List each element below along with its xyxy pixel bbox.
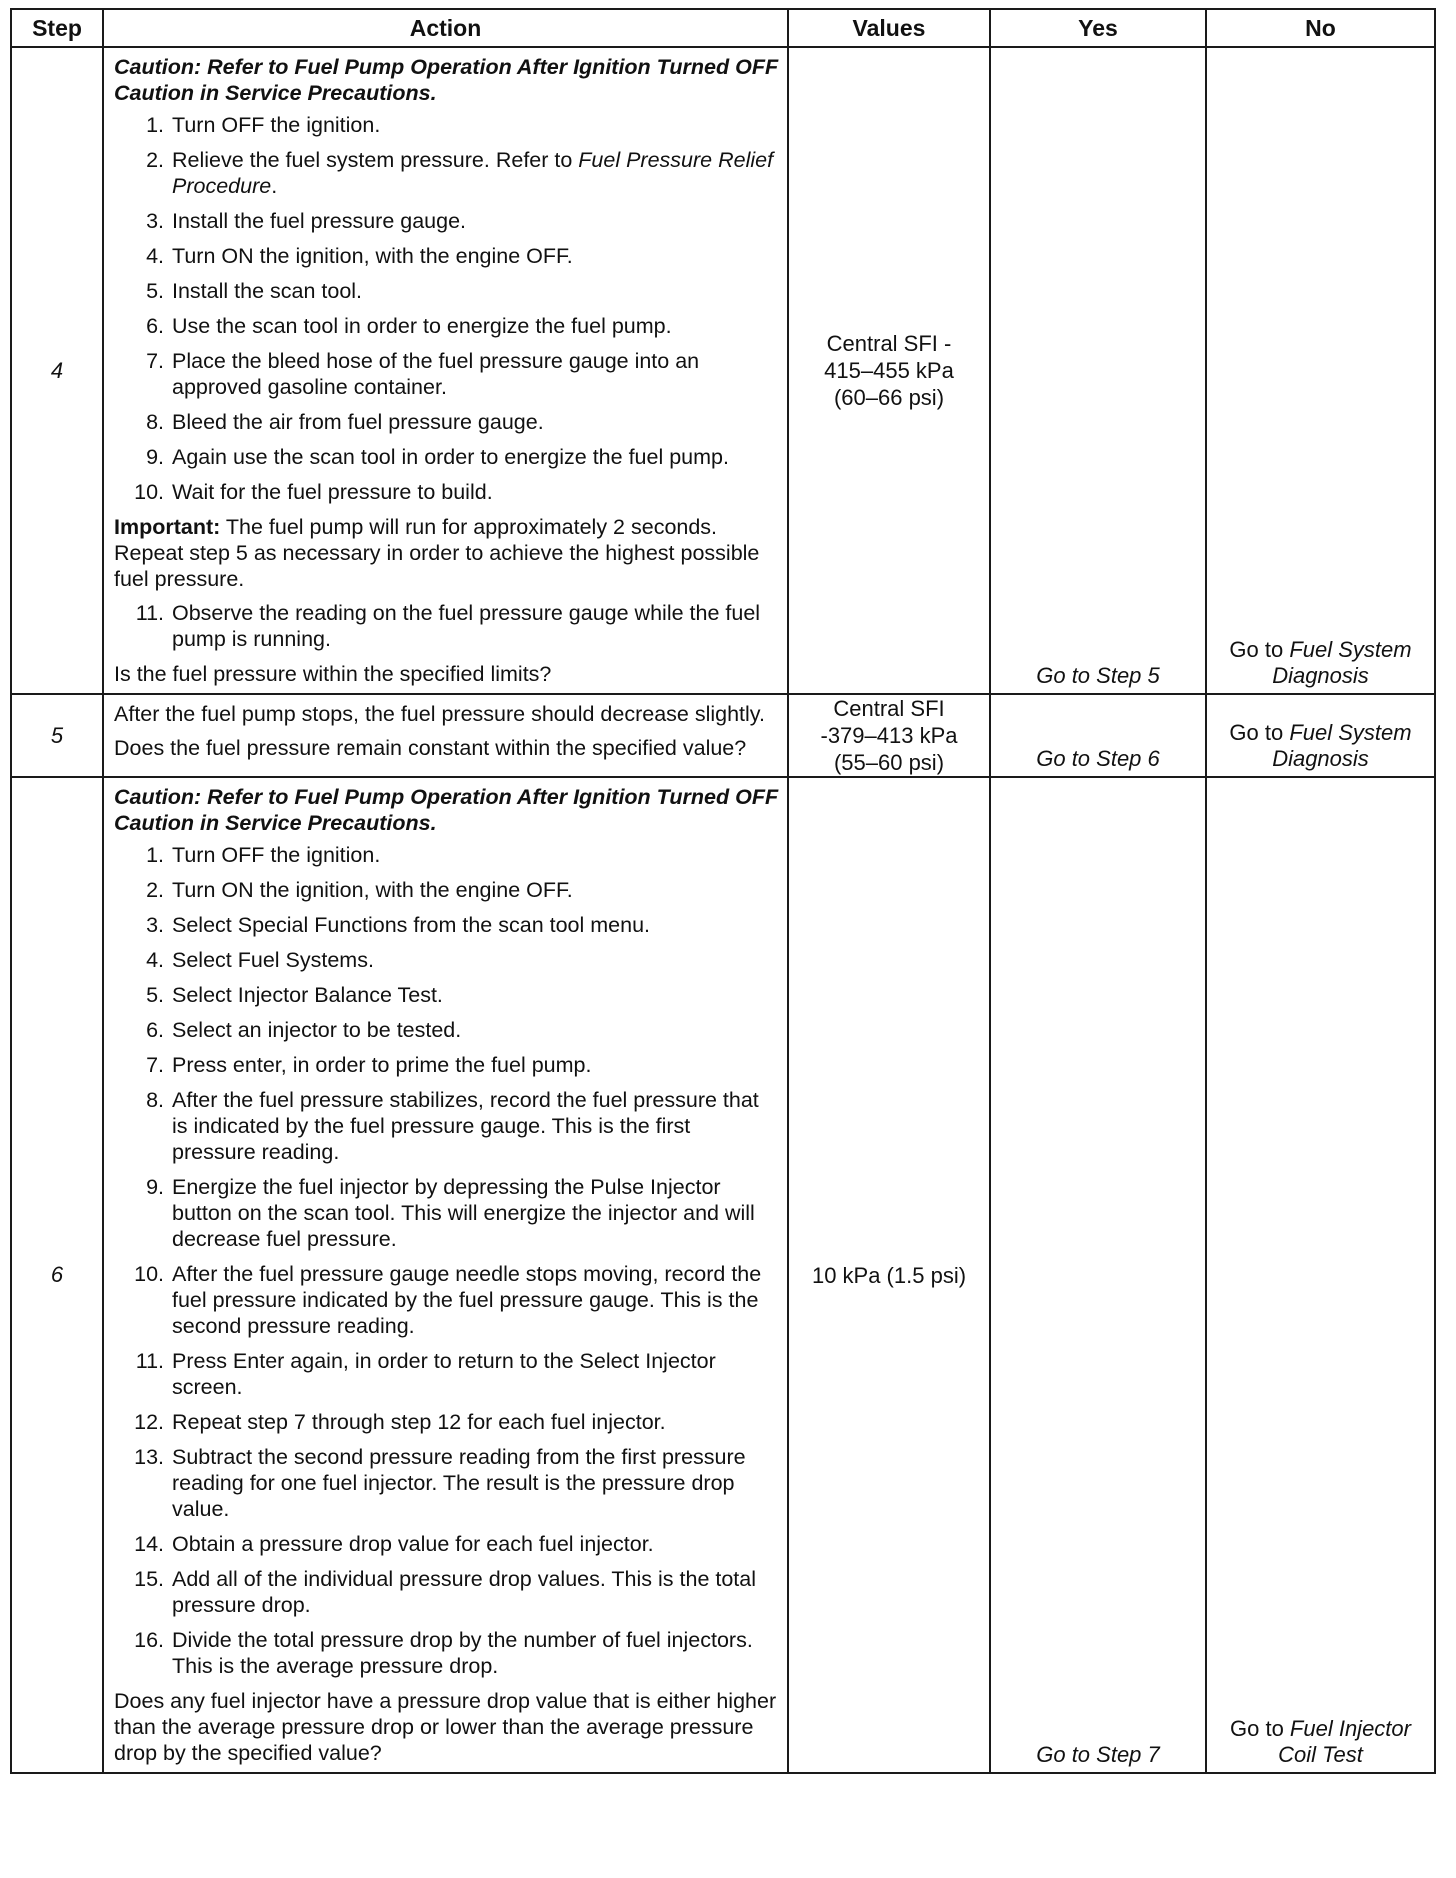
item-text: Energize the fuel injector by depressing the Pulse Injector button on the scan tool. This will energize the injector and will decrease fuel pressure. bbox=[172, 1175, 755, 1251]
item-number: 7. bbox=[146, 349, 164, 373]
item-text: Add all of the individual pressure drop values. This is the total pressure drop. bbox=[172, 1567, 757, 1617]
item-number: 2. bbox=[146, 148, 164, 172]
item-number: 9. bbox=[146, 445, 164, 469]
no-prefix: Go to bbox=[1230, 1716, 1290, 1741]
important-label: Important: bbox=[114, 515, 221, 539]
list-item bbox=[114, 479, 779, 505]
no-prefix: Go to bbox=[1229, 720, 1290, 745]
list-item bbox=[114, 409, 779, 435]
important-text: The fuel pump will run for approximately 2 seconds. Repeat step 5 as necessary in order to achieve the highest possible fuel pressure. bbox=[114, 515, 760, 591]
item-number: 16. bbox=[134, 1628, 164, 1652]
item-number: 8. bbox=[146, 1088, 164, 1112]
list-item bbox=[114, 444, 779, 470]
step-number: 6 bbox=[11, 777, 103, 1773]
step-question: Does the fuel pressure remain constant within the specified value? bbox=[114, 736, 747, 760]
item-text: Observe the reading on the fuel pressure gauge while the fuel pump is running. bbox=[172, 601, 761, 651]
yes-cell: Go to Step 6 bbox=[990, 694, 1206, 777]
important-note bbox=[114, 514, 779, 592]
caution-text: Caution: Refer to Fuel Pump Operation After Ignition Turned OFF Caution in Service Precautions. bbox=[114, 55, 779, 105]
step-number: 4 bbox=[11, 47, 103, 694]
list-item bbox=[114, 1052, 779, 1078]
item-text: Select Special Functions from the scan tool menu. bbox=[172, 913, 651, 937]
item-number: 2. bbox=[146, 878, 164, 902]
list-item bbox=[114, 348, 779, 400]
item-text: Install the scan tool. bbox=[172, 279, 363, 303]
item-number: 14. bbox=[134, 1532, 164, 1556]
list-item bbox=[114, 1566, 779, 1618]
caution-text: Caution: Refer to Fuel Pump Operation After Ignition Turned OFF Caution in Service Precautions. bbox=[114, 785, 779, 835]
values-cell bbox=[788, 777, 990, 1773]
procedure-list-continued bbox=[114, 600, 779, 652]
item-text: After the fuel pressure stabilizes, record the fuel pressure that is indicated by the fuel pressure gauge. This is the first pressure reading. bbox=[172, 1088, 759, 1164]
list-item bbox=[114, 600, 779, 652]
value-line: 415–455 kPa bbox=[824, 358, 954, 383]
yes-cell: Go to Step 5 bbox=[990, 47, 1206, 694]
item-text: Repeat step 7 through step 12 for each fuel injector. bbox=[172, 1410, 666, 1434]
step-number: 5 bbox=[11, 694, 103, 777]
item-text: Press Enter again, in order to return to the Select Injector screen. bbox=[172, 1349, 716, 1399]
item-text: Turn OFF the ignition. bbox=[172, 843, 381, 867]
list-item bbox=[114, 1531, 779, 1557]
item-text: After the fuel pressure gauge needle stops moving, record the fuel pressure indicated by the fuel pressure gauge. This is the second pressure reading. bbox=[172, 1262, 762, 1338]
step-5-row bbox=[11, 694, 1435, 777]
header-yes: Yes bbox=[990, 9, 1206, 47]
list-item bbox=[114, 1409, 779, 1435]
step-6-row bbox=[11, 777, 1435, 1773]
list-item bbox=[114, 112, 779, 138]
value-line: (60–66 psi) bbox=[833, 385, 945, 410]
list-item bbox=[114, 842, 779, 868]
list-item bbox=[114, 243, 779, 269]
item-text: Divide the total pressure drop by the number of fuel injectors. This is the average pressure drop. bbox=[172, 1628, 753, 1678]
list-item bbox=[114, 877, 779, 903]
list-item bbox=[114, 1444, 779, 1522]
no-cell bbox=[1206, 777, 1435, 1773]
item-number: 13. bbox=[134, 1445, 164, 1469]
item-number: 10. bbox=[134, 1262, 164, 1286]
list-item bbox=[114, 1174, 779, 1252]
item-text: Turn ON the ignition, with the engine OFF. bbox=[172, 244, 573, 268]
item-number: 5. bbox=[146, 279, 164, 303]
item-number: 7. bbox=[146, 1053, 164, 1077]
list-item bbox=[114, 1017, 779, 1043]
item-number: 6. bbox=[146, 314, 164, 338]
item-number: 1. bbox=[146, 843, 164, 867]
item-number: 8. bbox=[146, 410, 164, 434]
item-text: Bleed the air from fuel pressure gauge. bbox=[172, 410, 544, 434]
procedure-list bbox=[114, 842, 779, 1679]
values-cell bbox=[788, 694, 990, 777]
value-line: -379–413 kPa bbox=[820, 723, 958, 748]
header-step: Step bbox=[11, 9, 103, 47]
header-action: Action bbox=[103, 9, 788, 47]
yes-cell: Go to Step 7 bbox=[990, 777, 1206, 1773]
list-item bbox=[114, 1627, 779, 1679]
item-text: Place the bleed hose of the fuel pressure gauge into an approved gasoline container. bbox=[172, 349, 700, 399]
item-number: 1. bbox=[146, 113, 164, 137]
item-number: 15. bbox=[134, 1567, 164, 1591]
item-number: 5. bbox=[146, 983, 164, 1007]
item-number: 11. bbox=[135, 1349, 164, 1373]
value-line: Central SFI - bbox=[826, 331, 952, 356]
item-number: 3. bbox=[146, 209, 164, 233]
no-prefix: Go to bbox=[1229, 637, 1290, 662]
item-number: 9. bbox=[146, 1175, 164, 1199]
item-text: Relieve the fuel system pressure. Refer to Fuel Pressure Relief Procedure. bbox=[172, 148, 774, 198]
no-reference: Fuel System Diagnosis bbox=[1272, 637, 1412, 688]
item-reference: Fuel Pressure Relief Procedure bbox=[172, 148, 774, 198]
header-row bbox=[11, 9, 1435, 47]
action-cell bbox=[103, 47, 788, 694]
list-item bbox=[114, 947, 779, 973]
values-cell bbox=[788, 47, 990, 694]
item-number: 12. bbox=[134, 1410, 164, 1434]
item-text: Again use the scan tool in order to energize the fuel pump. bbox=[172, 445, 729, 469]
item-text: Select Fuel Systems. bbox=[172, 948, 374, 972]
item-number: 4. bbox=[146, 244, 164, 268]
header-values: Values bbox=[788, 9, 990, 47]
item-text: Subtract the second pressure reading from the first pressure reading for one fuel injector. The result is the pressure drop value. bbox=[172, 1445, 746, 1521]
list-item bbox=[114, 208, 779, 234]
item-number: 3. bbox=[146, 913, 164, 937]
no-reference: Fuel Injector Coil Test bbox=[1278, 1716, 1411, 1767]
value-line: (55–60 psi) bbox=[833, 750, 945, 775]
list-item bbox=[114, 313, 779, 339]
item-text: Use the scan tool in order to energize the fuel pump. bbox=[172, 314, 672, 338]
list-item bbox=[114, 147, 779, 199]
item-text: Select Injector Balance Test. bbox=[172, 983, 443, 1007]
action-cell bbox=[103, 777, 788, 1773]
no-cell bbox=[1206, 694, 1435, 777]
no-cell bbox=[1206, 47, 1435, 694]
list-item bbox=[114, 1261, 779, 1339]
action-cell bbox=[103, 694, 788, 777]
procedure-list bbox=[114, 112, 779, 505]
item-text: Obtain a pressure drop value for each fuel injector. bbox=[172, 1532, 654, 1556]
item-text: Turn ON the ignition, with the engine OFF. bbox=[172, 878, 573, 902]
item-number: 6. bbox=[146, 1018, 164, 1042]
item-text: Press enter, in order to prime the fuel pump. bbox=[172, 1053, 592, 1077]
item-number: 10. bbox=[134, 480, 164, 504]
list-item bbox=[114, 982, 779, 1008]
item-text: Turn OFF the ignition. bbox=[172, 113, 381, 137]
list-item bbox=[114, 278, 779, 304]
item-text: Select an injector to be tested. bbox=[172, 1018, 462, 1042]
value-line: Central SFI bbox=[833, 696, 945, 721]
header-no: No bbox=[1206, 9, 1435, 47]
item-text: Wait for the fuel pressure to build. bbox=[172, 480, 493, 504]
step-text: After the fuel pump stops, the fuel pressure should decrease slightly. bbox=[114, 702, 765, 726]
step-4-row bbox=[11, 47, 1435, 694]
list-item bbox=[114, 1348, 779, 1400]
diagnostic-table bbox=[10, 8, 1436, 1774]
item-number: 11. bbox=[135, 601, 164, 625]
list-item bbox=[114, 912, 779, 938]
item-text: Install the fuel pressure gauge. bbox=[172, 209, 467, 233]
no-reference: Fuel System Diagnosis bbox=[1272, 720, 1412, 771]
value-line: 10 kPa (1.5 psi) bbox=[811, 1262, 967, 1288]
list-item bbox=[114, 1087, 779, 1165]
step-question: Does any fuel injector have a pressure drop value that is either higher than the average pressure drop or lower than the average pressure drop by the specified value? bbox=[114, 1689, 777, 1765]
item-number: 4. bbox=[146, 948, 164, 972]
step-question: Is the fuel pressure within the specified limits? bbox=[114, 662, 552, 686]
